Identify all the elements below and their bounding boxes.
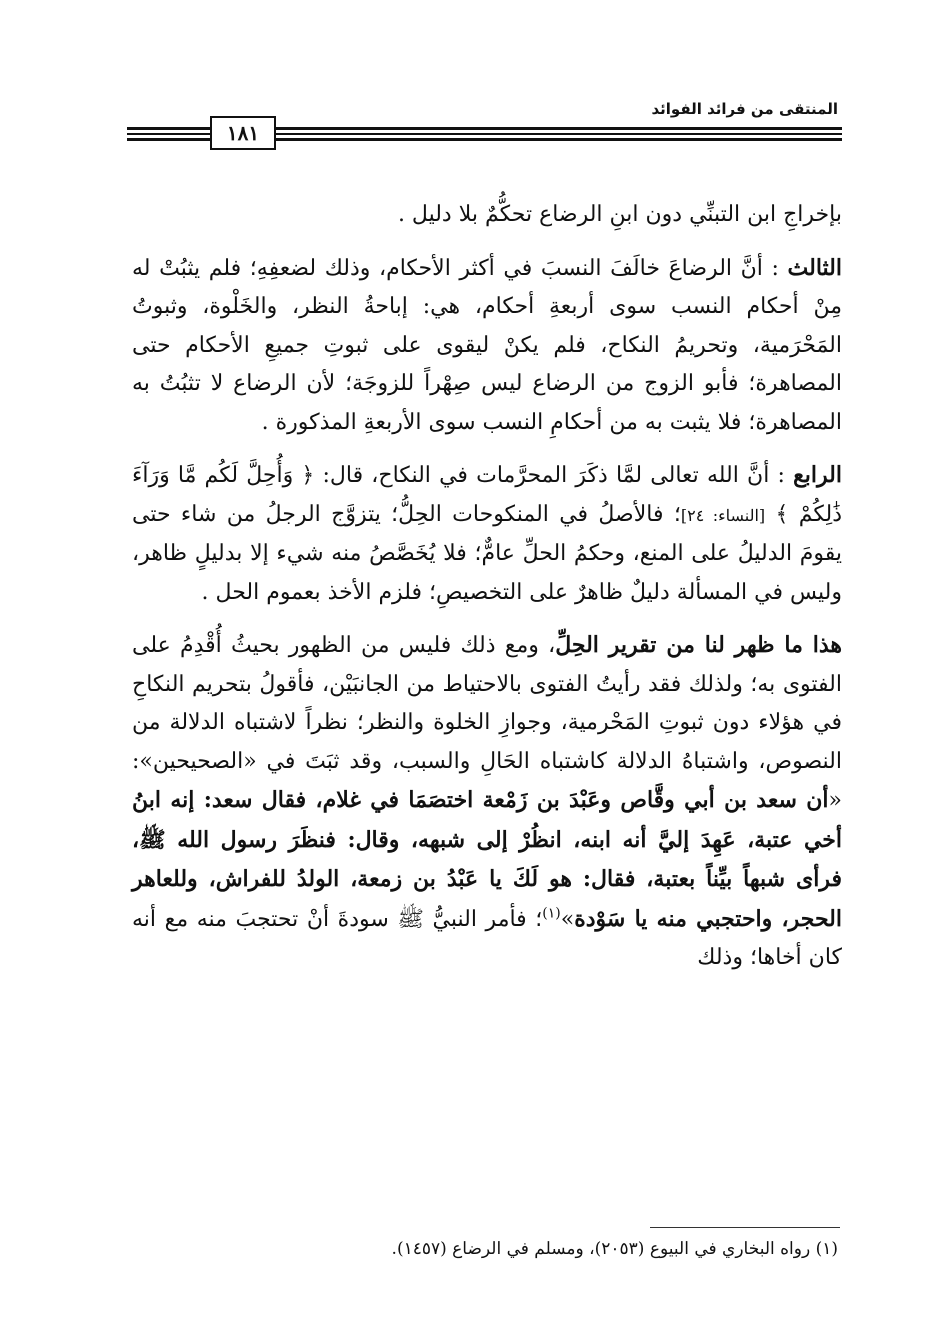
paragraph-lead: الرابع [793, 462, 842, 488]
paragraph-lead: هذا ما ظهر لنا من تقرير الحِلِّ [555, 632, 843, 658]
paragraph-continuation: بإخراجِ ابن التبنِّي دون ابنِ الرضاع تحكُّمٌ بلا دليل . [397, 202, 842, 227]
paragraph-text: ؛ فأمر النبيُّ ﷺ سودةَ أنْ تحتجبَ منه مع أنه كان أخاها؛ وذلك [132, 906, 842, 970]
paragraph-text: ، ومع ذلك فليس من الظهور بحيثُ أُقْدِمُ على الفتوى به؛ ولذلك فقد رأيتُ الفتوى بالاحتياط من الجانبَيْن، فأقولُ بتحريم النكاحِ في هؤلاء دون ثبوتِ المَحْرمية، وجوازِ الخلوة والنظر؛ نظراً لاشتباه الدلالة من النصوص، واشتباهُ الدلالة كاشتباه الحَالِ والسبب، وقد ثبَتَ في «الصحيحين»: « [132, 633, 842, 813]
paragraph-lead: الثالث [787, 254, 842, 281]
body-text [132, 196, 842, 992]
running-header-title: المنتقى من فرائد الفوائد [651, 100, 838, 118]
paragraph-conclusion [132, 626, 842, 978]
paragraph-third-point [132, 249, 842, 443]
paragraph-text: : أنَّ الله تعالى لمَّا ذكَرَ المحرَّمات في النكاح، قال: ﴿ وَأُحِلَّ لَكُم مَّا وَرَآءَ ذَٰلِكُمْ ﴾ [132, 463, 843, 527]
paragraph-text: : أنَّ الرضاعَ خالَفَ النسبَ في أكثر الأحكام، وذلك لضعفِهِ؛ فلم يثبُتْ له مِنْ أحكام النسب سوى أربعةِ أحكام، هي: إباحةُ النظر، والخَلْوة، وثبوتُ المَحْرَمية، وتحريمُ النكاح، فلم يكنْ ليقوى على ثبوتِ جميعِ الأحكام حتى المصاهرة؛ فأبو الزوج من الرضاع ليس صِهْراً للزوجَة؛ لأن الرضاع لا تثبُتُ به المصاهرة؛ فلا يثبت به من أحكامِ النسب سوى الأربعةِ المذكورة . [132, 255, 842, 435]
paragraph-text: ؛ فالأصلُ في المنكوحات الحِلُّ؛ يتزوَّج الرجلُ من شاء حتى يقومَ الدليلُ على المنع، وحكمُ الحلِّ عامٌّ؛ فلا يُخَصَّصُ منه شيء إلا بدليلٍ ظاهر، وليس في المسألة دليلٌ ظاهرٌ على التخصيصِ؛ فلزم الأخذ بعموم الحل . [132, 501, 842, 605]
footnote-marker: (١) [542, 905, 561, 922]
footnote-separator [650, 1227, 840, 1228]
header-rule-left [127, 127, 210, 141]
quran-reference: [النساء: ٢٤] [680, 505, 766, 525]
footnote: (١) رواه البخاري في البيوع (٢٠٥٣)، ومسلم في الرضاع (١٤٥٧). [391, 1239, 838, 1259]
quote-close: » [560, 906, 575, 932]
paragraph-fourth-point [132, 456, 842, 612]
page-number: ١٨١ [210, 116, 276, 150]
header-rule-right [276, 127, 842, 141]
hadith-quote: أن سعد بن أبي وقَّاص وعَبْدَ بن زَمْعة اختصَمَا في غلام، فقال سعد: إنه ابنُ أخي عتبة، عَهِدَ إليَّ أنه ابنه، انظُرْ إلى شبهه، وقال: فنظَرَ رسول الله ﷺ، فرأى شبهاً بيِّناً بعتبة، فقال: هو لَكَ يا عَبْدُ بن زمعة، الولدُ للفراش، وللعاهر الحجر، واحتجبي منه يا سَوْدة [132, 787, 842, 932]
